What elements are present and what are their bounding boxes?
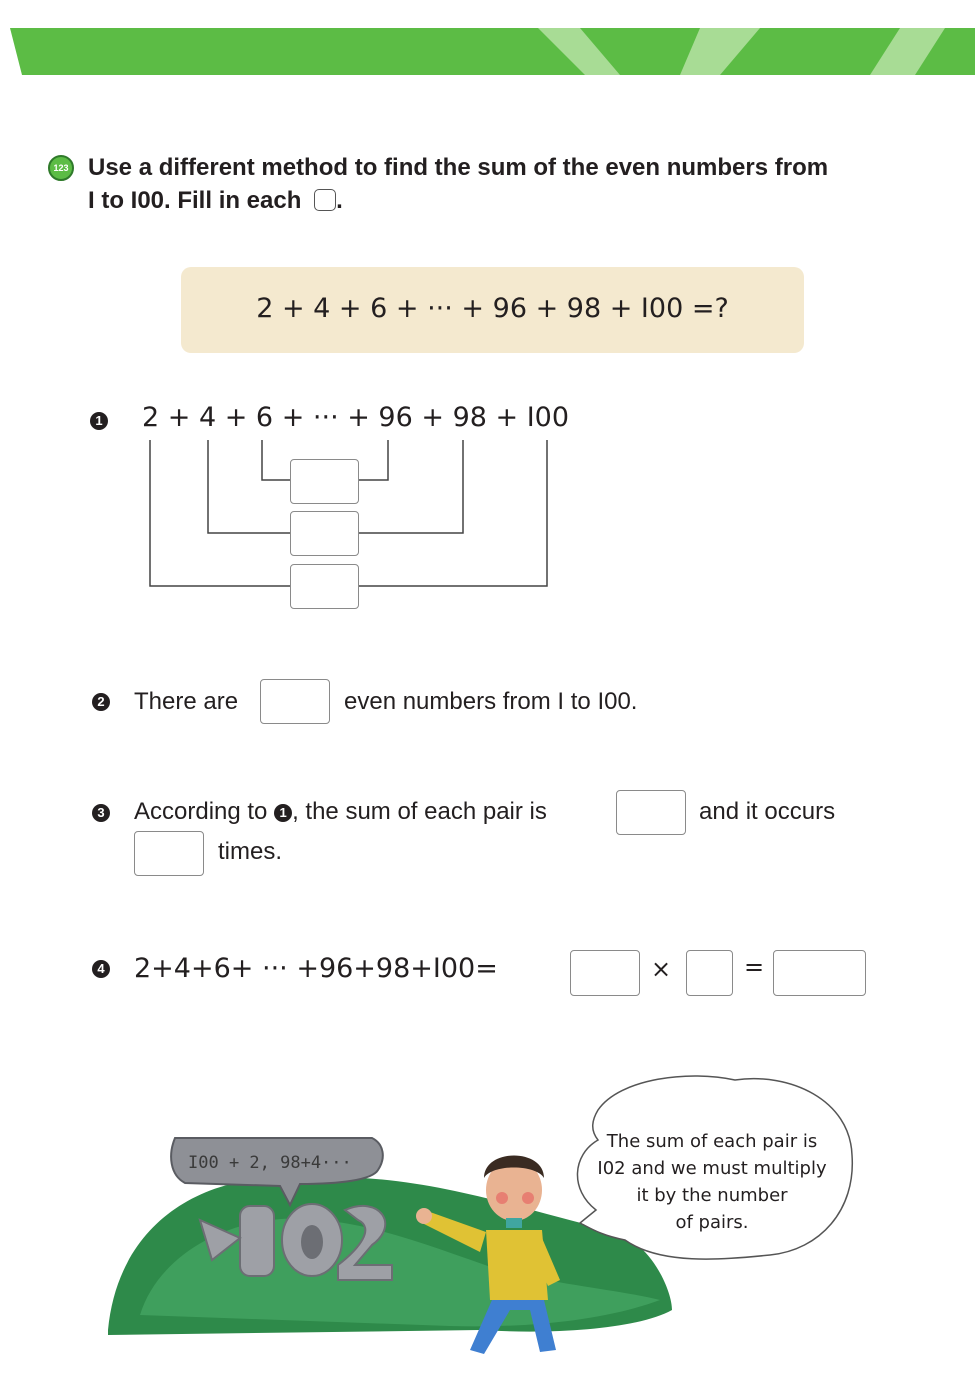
speech-line-3: it by the number [636,1185,788,1206]
equals-sign: = [744,953,765,981]
speech-line-2: I02 and we must multiply [597,1158,827,1179]
part2-text-before: There are [134,688,239,715]
question-title-line1: Use a different method to find the sum of the even numbers from [88,154,829,181]
question-badge-label: 123 [53,163,69,173]
pairing-brackets [0,0,975,640]
final-result-box[interactable] [773,950,866,996]
part4-expression: 2+4+6+ ··· +96+98+I00= [134,953,498,984]
part3-marker: 3 [92,804,110,822]
part4-marker: 4 [92,960,110,978]
part3-text [134,798,547,826]
count-answer-box[interactable] [260,679,330,724]
product-factor2-box[interactable] [686,950,733,996]
part3-ref-marker: 1 [274,804,292,822]
part3-text-end: times. [218,838,283,865]
pair-sum-box-middle[interactable] [290,511,359,556]
part3-text-before: According to [134,798,268,825]
part3-text-after: and it occurs [699,798,836,825]
speech-bubble-text [582,1128,842,1236]
pair-sum-box-inner[interactable] [290,459,359,504]
part1-marker: 1 [90,412,108,430]
part3-text-middle: , the sum of each pair is [292,798,547,825]
speech-line-1: The sum of each pair is [606,1131,818,1152]
question-title-line2-end: . [336,187,343,214]
times-sign: × [651,955,672,983]
part2-marker: 2 [92,693,110,711]
pair-sum-answer-box[interactable] [616,790,686,835]
speech-line-4: of pairs. [675,1212,749,1233]
pair-sum-box-outer[interactable] [290,564,359,609]
equation-text: 2 + 4 + 6 + ··· + 96 + 98 + I00 =? [256,293,729,324]
product-factor1-box[interactable] [570,950,640,996]
part1-expression: 2 + 4 + 6 + ··· + 96 + 98 + I00 [142,402,570,433]
question-title-line2-text: I to I00. Fill in each [88,187,302,214]
pair-count-answer-box[interactable] [134,831,204,876]
part2-text-after: even numbers from I to I00. [344,688,638,715]
rock-sign-text: I00 + 2, 98+4··· [188,1153,352,1173]
